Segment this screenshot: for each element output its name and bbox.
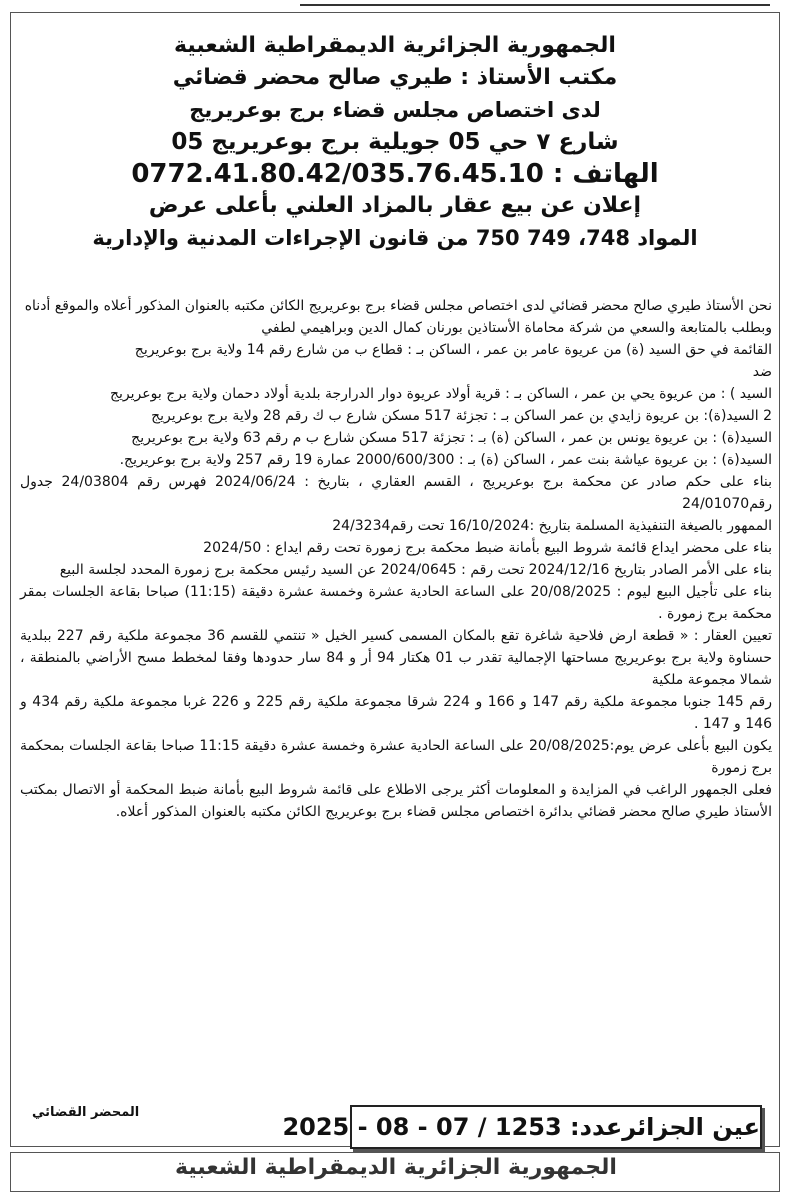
jurisdiction: لدى اختصاص مجلس قضاء برج بوعريريج — [189, 98, 601, 122]
phone-numbers: الهاتف : 0772.41.80.42/035.76.45.10 — [131, 159, 659, 189]
legal-notice — [10, 12, 780, 1162]
body-paragraph: القائمة في حق السيد (ة) من عريوة عامر بن عمر ، الساكن بـ : قطاع ب من شارع رقم 14 ولاية برج بوعريريج — [134, 342, 772, 358]
office-name: مكتب الأستاذ : طيري صالح محضر قضائي — [172, 65, 618, 90]
body-paragraph: رقم 145 جنوبا مجموعة ملكية رقم 147 و 166 و 224 شرقا مجموعة ملكية رقم 225 و 226 غربا مجموعة ملكية رقم 434 و 146 و 147 . — [20, 694, 772, 732]
top-divider — [300, 0, 770, 6]
body-paragraph: فعلى الجمهور الراغب في المزايدة و المعلومات أكثر يرجى الاطلاع على قائمة شروط البيع بأمانة ضبط المحكمة أو الاتصال بمكتب الأستاذ طيري صالح محضر قضائي بدائرة اختصاص مجلس قضاء برج بوعريريج الكائن مكتبه بالعنوان المذكور أعلاه. — [20, 782, 772, 820]
publication-reference: عين الجزائرعدد: 1253 / 07 - 08 - 2025 — [350, 1105, 762, 1149]
signature-label: المحضر القضائي — [32, 1105, 140, 1120]
body-paragraph: بناء على محضر ايداع قائمة شروط البيع بأمانة ضبط محكمة برج زمورة تحت رقم ايداع : 2024/50 — [203, 540, 772, 556]
body-paragraph: السيد(ة) : بن عريوة يونس بن عمر ، الساكن (ة) بـ : تجزئة 517 مسكن شارع ب م رقم 63 ولاية برج بوعريريج — [131, 430, 772, 446]
notice-body — [20, 295, 772, 823]
body-paragraph: وبطلب بالمتابعة والسعي من شركة محاماة الأستاذين بورنان كمال الدين وبراهيمي لطفي — [261, 320, 772, 336]
next-notice-frame — [10, 1152, 780, 1192]
body-paragraph: تعيين العقار : « قطعة ارض فلاحية شاغرة تقع بالمكان المسمى كسير الخيل « تنتمي للقسم 36 مجموعة ملكية رقم 227 ببلدية حسناوة ولاية برج بوعريريج مساحتها الإجمالية تقدر ب 01 هكتار 94 أر و 84 سار حدودها وفقا لمخطط مسح الأراضي بالمنطقة ، شمالا مجموعة ملكية — [20, 628, 773, 688]
legal-articles: المواد 748، 749 750 من قانون الإجراءات المدنية والإدارية — [92, 226, 698, 250]
body-paragraph: يكون البيع بأعلى عرض يوم:20/08/2025 على الساعة الحادية عشرة وخمسة عشرة دقيقة 11:15 صباحا بقاعة الجلسات بمحكمة برج زمورة — [20, 738, 772, 776]
body-paragraph: 2 السيد(ة): بن عريوة زايدي بن عمر الساكن بـ : تجزئة 517 مسكن شارع ب ك رقم 28 ولاية برج بوعريريج — [151, 408, 772, 424]
republic-title: الجمهورية الجزائرية الديمقراطية الشعبية — [174, 33, 616, 58]
body-paragraph: بناء على تأجيل البيع ليوم : 20/08/2025 على الساعة الحادية عشرة وخمسة عشرة دقيقة (11:15) صباحا بقاعة الجلسات بمقر محكمة برج زمورة . — [20, 584, 772, 622]
office-address: 05 شارع ٧ حي 05 جويلية برج بوعريريج — [171, 129, 619, 155]
body-paragraph: ضد — [752, 364, 772, 380]
body-paragraph: بناء على حكم صادر عن محكمة برج بوعريريج ، القسم العقاري ، بتاريخ : 2024/06/24 فهرس رقم 24/03804 جدول رقم24/01070 — [20, 474, 773, 512]
notice-title: إعلان عن بيع عقار بالمزاد العلني بأعلى عرض — [148, 193, 642, 218]
body-paragraph: بناء على الأمر الصادر بتاريخ 2024/12/16 تحت رقم : 2024/0645 عن السيد رئيس محكمة برج زمورة المحدد لجلسة البيع — [59, 562, 772, 578]
body-paragraph: السيد(ة) : بن عريوة عياشة بنت عمر ، الساكن (ة) بـ : 2000/600/300 عمارة 19 رقم 257 ولاية برج بوعريريج. — [119, 452, 772, 468]
body-paragraph: السيد ) : من عريوة يحي بن عمر ، الساكن بـ : قرية أولاد عريوة دوار الدرارجة بلدية أولاد دحمان ولاية برج بوعريريج — [110, 386, 772, 402]
next-notice-title: الجمهورية الجزائرية الديمقراطية الشعبية — [175, 1155, 617, 1180]
body-paragraph: نحن الأستاذ طيري صالح محضر قضائي لدى اختصاص مجلس قضاء برج بوعريريج الكائن مكتبه بالعنوان المذكور أعلاه والموقع أدناه — [24, 298, 772, 314]
notice-header — [10, 30, 780, 254]
body-paragraph: الممهور بالصيغة التنفيذية المسلمة بتاريخ :16/10/2024 تحت رقم24/3234 — [332, 518, 772, 534]
